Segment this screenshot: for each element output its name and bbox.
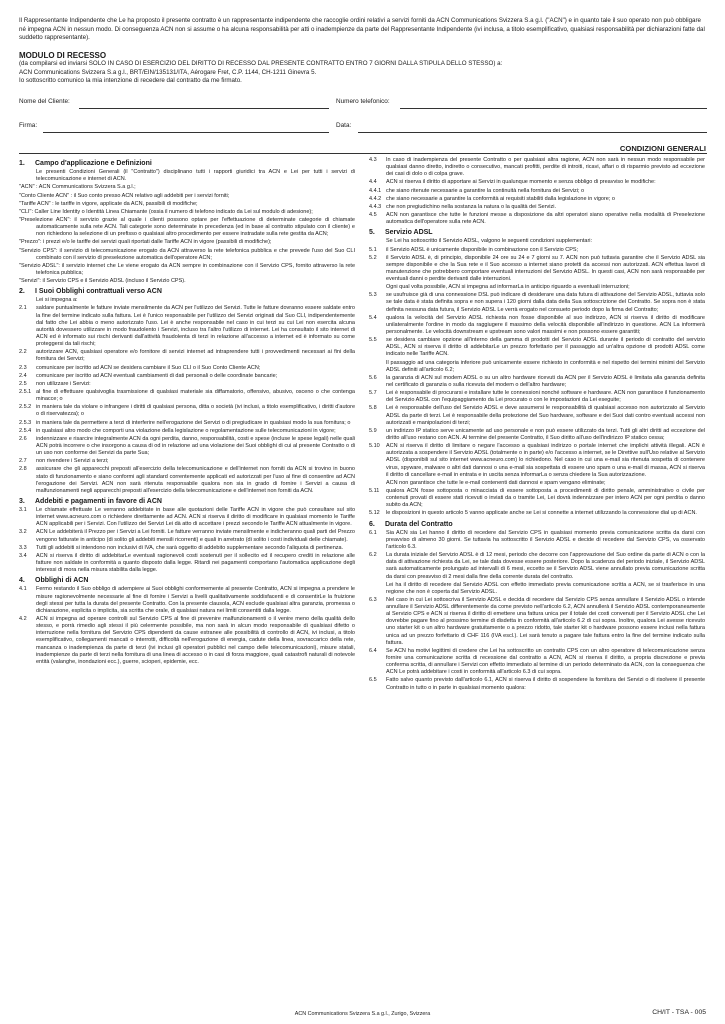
field-row-2: [19, 122, 707, 134]
modulo-recesso-body: [19, 60, 707, 86]
firma-line: [43, 132, 329, 133]
clause-item: 2.6 indennizzare e risarcire integralmente ACN da ogni perdita, danno, responsabilità, costi e spese (incluse le spese legali) nelle quali ACN potrà incorrere o che insorgono a causa di od in relazione ad una violazione dei Suoi obblighi di cui al presente Contratto o di un uso non conforme dei Servizi da parte Sua;: [19, 435, 355, 457]
clause-item: 2.5.1 al fine di effettuare qualsivoglia trasmissione di qualsiasi materiale sia diffamatorio, offensivo, abusivo, osceno o che contenga minacce; o: [19, 388, 355, 403]
clause-item: 5.10 ACN si riserva il diritto di limitare o negare l'accesso a qualsiasi indirizzo o portale internet che implichi attività illegali. ACN è autorizzata a sospendere il Servizio ADSL (totalmente o in parte) e/o l'accesso a internet, se le Direttive sull'Uso relative al Servizio ADSL (disponibili sul sito internet www.acneuro.com) lo richiedono. Nel caso in cui una e-mail sia ritenuta sospetta di contenere virus, spyware, malware o altri dati dannosi o una e-mail sia sospettata di essere uno spam o una e-mail di massa, ACN si riserva il diritto di cancellare e-mail in entrata e in uscita senza informarLa o senza chiedere la Sua autorizzazione.: [369, 443, 705, 478]
clause-item: 6.3 Nel caso in cui Lei sottoscriva il Servizio ADSL e decida di recedere dal Servizio CPS senza annullare il Servizio ADSL o intende annullare il Servizio ADSL differentemente da come previsto nell'articolo 6.2, ACN annullerà il Servizio ADSL contemporaneamente al Servizio CPS e ACN si riserva il diritto di emettere una fattura unica per il totale dei costi convenuti per il Servizio ADSL che Lei dovrebbe pagare fino al prossimo termine di disdetta in conformità all'articolo 6.2 di cui sopra. Inoltre, qualora Lei avesse ricevuto uno starter kit o un altro hardware gratuitamente o a prezzo ridotto, tale starter kit o hardware possono essere inclusi nella fattura unica ad un prezzo forfettario di CHF 116 (IVA escl.). Lei sarà tenuto a pagare tale fattura entro la fine del termine indicato sulla fattura.: [369, 596, 705, 646]
clause-item: 5.4 qualora la velocità del Servizio ADSL richiesta non fosse disponibile al suo indirizzo, ACN si riserva il diritto di modificare unilateralmente l'ordine in modo da raggiugere il massimo della velocità disponibile all'indirizzo in questione. ACN La informerà personalmente. Le velocità downstream e upstream sono valori massimi e non possono essere garantiti;: [369, 314, 705, 336]
clause-item: 3.3 Tutti gli addebiti si intendono non inclusivi di IVA, che sarà oggetto di addebito supplementare secondo l'aliquota di pertinenza.: [19, 544, 344, 551]
nome-cliente-field[interactable]: [19, 98, 329, 110]
firma-field[interactable]: [19, 122, 329, 134]
clause-item: 4.3 In caso di inadempienza del presente Contratto o per qualsiasi altra ragione, ACN non sarà in nessun modo responsabile per qualsiasi danno diretto, indiretto o consecutivo, mancati profitti, perdite di introiti, ricavi, affari o di risparmio previsto ad eccezione dei casi di dolo o di colpa grave.: [369, 157, 705, 178]
nome-cliente-label: Nome del Cliente:: [19, 98, 70, 105]
clause-item: 2.7 non rivendere i Servizi a terzi;: [19, 458, 109, 465]
clause-item: 4.5 ACN non garantisce che tutte le funzioni messe a disposizione da altri operatori siano operative nella modalità di Preselezione automatica dell'operatore sulla rete ACN.: [369, 211, 705, 226]
condizioni-generali-title: CONDIZIONI GENERALI: [619, 144, 706, 153]
modulo-line: ACN Communications Svizzera S.a g.l., BRT/EIN/135131/ITA, Aérogare Fret, C.P. 1144, CH-1211 Ginevra 5.: [19, 68, 317, 76]
clause-item: 5.7 Lei è responsabile di procurarsi e installare tutte le connessioni nonché software e hardware. ACN non garantisce il funzionamento del Servizio ADSL con l'equipaggiamento da Lei procurato o con le impostazioni da Lei eseguite;: [369, 390, 705, 404]
clause-item: 4.1 Fermo restando il Suo obbligo di adempiere ai Suoi obblighi conformemente al presente Contratto, ACN si impegna a prendere le misure ragionevolmente necessarie al fine di fornire i Servizi a livelli qualitativamente soddisfacenti e di consentirLe la fruizione degli stessi per tutta la durata del presente Contratto. Con la presente clausola, ACN esclude qualsiasi altra garanzia, promessa o dichiarazione, esplicita o implicita, sia scritta che orale, di qualsiasi natura nei limiti consentiti dalla legge.: [19, 586, 355, 614]
clause-item: 2.5.2 in maniera tale da violare o infrangere i diritti di qualsiasi persona, ditta o società (ivi inclusi, a titolo esemplificativo, i diritti d'autore o di riservatezza); o: [19, 404, 355, 418]
section-heading-6: 6. Durata del Contratto: [369, 520, 453, 528]
left-column: [19, 157, 355, 1009]
clause-item: 5.2 il Servizio ADSL è, di principio, disponibile 24 ore su 24 e 7 giorni su 7. ACN non può tuttavia garantire che il Servizio ADSL sia sempre disponibile e che la Sua rete e il Suo accesso a internet siano protetti da accessi non autorizzati. ACN effettua lavori di manutenzione che potrebbero comportare eventuali interruzioni del Servizio ADSL. In questi casi, ACN non sarà responsabile per eventuali danni o perdite derivanti dalle interruzioni.: [369, 254, 705, 283]
clause-item: 2.5.4 in qualsiasi altro modo che comporti una violazione della legislazione o regolamentazione sulle telecomunicazioni in vigore;: [19, 427, 336, 434]
clause-item: 2.4 comunicare per iscritto ad ACN eventuali cambiamenti di dati personali o delle coordinate bancarie;: [19, 372, 278, 379]
clause-item: 5.3 se usufruisce già di una connessione DSL può indicare di desiderare una data futura di attivazione del Servizio ADSL, tuttavia solo se tale data è stata definita sopra e non supera i 120 giorni dalla data della Sua sottoscrizione del Contratto. Se sopra non è stata definita nessuna data futura, il Servizio ADSL Le verrà erogato nel consueto periodo dopo la firma del Contratto;: [369, 292, 705, 313]
definition: "Servizio ADSL": il servizio internet che Le viene erogato da ACN sempre in combinazione con il Servizio CPS, fornito attraverso la rete telefonica pubblica;: [19, 262, 355, 276]
numero-telefonico-line: [400, 108, 707, 109]
definition: "Servizi": il Servizio CPS e il Servizio ADSL (incluso il Servizio CPS).: [19, 278, 186, 285]
nome-cliente-line: [79, 108, 329, 109]
footer-document-code: CH/IT - TSA - 005: [652, 1009, 706, 1016]
data-label: Data:: [336, 122, 352, 129]
clause-item: 2.5.3 in maniera tale da permettere a terzi di interferire nell'erogazione dei Servizi o di pregiudicare in qualsiasi modo la sua fornitura; o: [19, 419, 351, 426]
section-2-intro: Lei si impegna a:: [36, 297, 78, 304]
clause-extra: Lei ha il diritto di recedere dal Servizio ADSL con effetto immediato previa comunicazione scritta a ACN, se si trasferisce in una regione che non è coperta dal Servizio ADSL.: [386, 581, 705, 595]
clause-item: 5.1 il Servizio ADSL è unicamente disponibile in combinazione con il Servizio CPS;: [369, 246, 579, 253]
clause-item: 5.9 un indirizzo IP statico serve unicamente ad uso personale e non può essere utilizzato da terzi. Tutti gli altri diritti ad eccezione del diritto all'uso restano con ACN. Al termine del presente Contratto, il Suo diritto all'uso dell'indirizzo IP statico cessa;: [369, 427, 705, 442]
clause-extra: ACN non garantisce che tutte le e-mail contenenti dati dannosi e spam vengano eliminate;: [386, 479, 606, 486]
numero-telefonico-field[interactable]: [336, 98, 707, 110]
clause-item: 3.4 ACN si riserva il diritto di addebitarLe eventuali ragionevoli costi sostenuti per il sollecito ed il recupero crediti in relazione alle fatture non saldate in conformità a quanto disposto dalla legge. Ritardi nei pagamenti comportano l'automatica applicazione degli interessi di mora nella misura stabilita dalla legge.: [19, 552, 355, 574]
clause-item: 2.3 comunicare per iscritto ad ACN se desidera cambiare il Suo CLI o il Suo Conto Cliente ACN;: [19, 364, 261, 371]
clause-item: 5.11 qualora ACN fosse sottoposta o minacciata di essere sottoposta a procedimenti di diritto penale, amministrativo o civile per contenuti provati di essere stati ricevuti o inviati da o tramite Lei, Lei dovrà indennizzare per intero ACN per ogni perdita o danno subito da ACN;: [369, 488, 705, 509]
modulo-recesso-title: MODULO DI RECESSO: [19, 51, 107, 60]
clause-extra: Ogni qual volta possibile, ACN si impegna ad informarLa in anticipo riguardo a eventuali interruzioni;: [386, 284, 630, 291]
clause-item: 2.5 non utilizzare i Servizi:: [19, 380, 91, 387]
clause-item: 6.5 Fatto salvo quanto previsto dall'articolo 6.1, ACN si riserva il diritto di sospendere la fornitura dei Servizi o di risolvere il presente Contratto in tutto o in parte in qualsiasi momento qualora:: [369, 677, 705, 691]
definition: "CLI": Caller Line Identity o Identità Linea Chiamante (ossia il numero di telefono indicato da Lei sul modulo di adesione);: [19, 208, 313, 215]
section-heading-5: 5. Servizio ADSL: [369, 229, 433, 237]
numero-telefonico-label: Numero telefonico:: [336, 98, 390, 105]
data-field[interactable]: [336, 122, 707, 134]
definition: "Tariffe ACN" : le tariffe in vigore, applicate da ACN, passibili di modifiche;: [19, 200, 198, 207]
section-heading-4: 4. Obblighi di ACN: [19, 577, 89, 585]
clause-item: 5.5 se desidera cambiare opzione all'interno della gamma di prodotti del Servizio ADSL durante il periodo di contratto del servizio ADSL, ACN si riserva il diritto di addebitarLe un prezzo forfettario per il passaggio ad un'altra opzione di prodotti ADSL come indicato nelle Tariffe ACN.: [369, 337, 705, 358]
clause-item: 5.12 le disposizioni in questo articolo 5 vanno applicate anche se Lei si connette a internet utilizzando la connessione dial up di ACN.: [369, 510, 697, 517]
section-heading-2: 2. I Suoi Obblighi contrattuali verso ACN: [19, 288, 162, 296]
clause-item: 4.4.2 che siano necessarie a garantire la conformità ai requisiti stabiliti dalla legislazione in vigore; o: [369, 195, 615, 202]
clause-item: 6.4 Se ACN ha motivi legittimi di credere che Lei ha sottoscritto un contratto CPS con un altro operatore di telecomunicazione senza fornire una comunicazione scritta di recessione dal contratto a ACN, ACN si riserva il diritto, a propria discrezione e previa conferma scritta, di annullare i Servizi con effetto immediato al termine di un periodo determinato da ACN, con la conseguenza che ACN Le potrà addebitare i costi in conformità all'articolo 6.3 di cui sopra.: [369, 647, 705, 676]
clause-item: 4.2 ACN si impegna ad operare controlli sul Servizio CPS al fine di prevenire malfunzionamenti o il venire meno della qualità dello stesso, e porrà rimedio agli stessi il più celermente possibile, ma non sarà in alcun modo responsabile di qualsiasi difetto o interruzione nella fornitura del Servizio CPS dipendenti da cause estranee alle possibilità di controllo di ACN, ivi inclusi, a titolo esemplificativo, collegamenti mancati o interrotti, difficoltà nell'erogazione di energia, cadute della linea, sovraccarico della rete, mancanza o inadempienza da parte di terzi (ivi inclusi gli operatori pubblici nel campo delle telecomunicazioni), misure statali, inadempienze da parte di terzi nella fornitura di una linea di accesso o in casi di forza maggiore, quali catastrofi naturali di notevole entità (valanghe, inondazioni ecc.), guerre, scioperi, epidemie, ecc.: [19, 615, 355, 665]
clause-item: 6.1 Sia ACN sia Lei hanno il diritto di recedere dal Servizio CPS in qualsiasi momento previa comunicazione scritta da darsi con preavviso di almeno 30 giorni. Se tuttavia ha sottoscritto il Servizio ADSL e decide di recedere dal Servizio CPS, va osservato l'articolo 6.3.: [369, 529, 705, 550]
right-column: [369, 157, 705, 1009]
modulo-line: (da compilarsi ed inviarsi SOLO IN CASO DI ESERCIZIO DEL DIRITTO DI RECESSO DAL PRESENTE CONTRATTO ENTRO 7 GIORNI DALLA STIPULA DELLO STESSO) a:: [19, 60, 503, 67]
clause-item: 3.2 ACN Le addebiterà il Prezzo per i Servizi a Lei forniti. Le fatture verranno inviate mensilmente e indicheranno quali parti del Prezzo vengono fatturate in anticipo (di solito gli addebiti mensili ricorrenti) e quali in arretrato (di solito i costi individuali delle chiamate).: [19, 529, 355, 543]
modulo-line: Io sottoscritto comunico la mia intenzione di recedere dal contratto da me firmato.: [19, 77, 242, 85]
section-heading-1: 1. Campo d'applicazione e Definizioni: [19, 160, 152, 167]
definition: "ACN" : ACN Communications Svizzera S.a g.l.;: [19, 184, 136, 191]
clause-item: 2.2 autorizzare ACN, qualsiasi operatore e/o fornitore di servizi internet ad intraprendere tutti i provvedimenti necessari ai fini della fornitura dei Servizi;: [19, 349, 355, 363]
data-line: [358, 132, 707, 133]
section-1-intro: Le presenti Condizioni Generali (il "Contratto") disciplinano tutti i rapporti giuridici tra ACN e Lei per tutti i servizi di telecomunicazione e internet di ACN.: [36, 169, 355, 183]
clause-item: 3.1 Le chiamate effettuate Le verranno addebitate in base alle quotazioni delle Tariffe ACN in vigore che può consultare sul sito internet www.acneuro.com o richiedere direttamente ad ACN. ACN si riserva il diritto di modificare in qualsiasi momento le Tariffe ACN applicabili per i Servizi. Con l'utilizzo dei Servizi Lei dà atto di accettare i prezzi secondo le Tariffe ACN attualmente in vigore.: [19, 507, 355, 528]
clause-item: 2.8 assicurare che gli apparecchi preposti all'esercizio della telecomunicazione e dell'internet non forniti da ACN si trovino in buono stato di funzionamento e siano conformi agli standard correntemente applicati ed autorizzati per l'uso al fine di consentire ad ACN l'erogazione dei Servizi. ACN non sarà ritenuta responsabile qualora non sia in grado di fornire i Servizi a causa di malfunzionamenti negli apparecchi preposti all'esercizio della telecomunicazione e dell'internet non forniti da ACN.: [19, 466, 355, 494]
firma-label: Firma:: [19, 122, 38, 129]
clause-item: 4.4 ACN si riserva il diritto di apportare ai Servizi in qualunque momento e senza obbligo di preavviso le modifiche:: [369, 179, 656, 186]
clause-item: 4.4.1 che siano ritenute necessarie a garantire la continuità nella fornitura dei Servizi; o: [369, 187, 585, 194]
intro-paragraph: Il Rappresentante Indipendente che Le ha proposto il presente contratto è un rappresentante indipendente che raccoglie ordini relativi a servizi forniti da ACN Communications Svizzera S.a g.l. ("ACN") e in quanto tale il suo operato non può obbligare né impegna ACN in nessun modo. Di conseguenza ACN non si assume o ha alcuna responsabilità per atti o inadempienze da parte del Rappresentante Indipendente (ivi inclusa, a titolo esemplificativo, qualsiasi responsabilità per dichiarazioni fatte dal suddetto rappresentante).: [19, 17, 705, 42]
footer-company: ACN Communications Svizzera S.a g.l., Zurigo, Svizzera: [294, 1011, 431, 1017]
section-heading-3: 3. Addebiti e pagamenti in favore di ACN: [19, 497, 162, 505]
section-5-intro: Se Lei ha sottoscritto il Servizio ADSL, valgono le seguenti condizioni supplementari:: [386, 238, 593, 245]
field-row-1: [19, 98, 707, 110]
clause-item: 5.8 Lei è responsabile dell'uso del Servizio ADSL e deve assumersi le responsabilità di qualsiasi accesso non autorizzato al Servizio ADSL da parte di terzi. Lei è responsabile della protezione del Suo hardware, software e dei Suoi dati contro eventuali accessi non autorizzati e manipolazioni di terzi;: [369, 405, 705, 426]
clause-item: 5.6 la garanzia di ACN sul modem ADSL o su un altro hardware ricevuti da ACN per il Servizio ADSL è limitata alla garanzia definita nel certificato di garanzia o sulla ricevuta del modem o dell'altro hardware;: [369, 374, 705, 389]
clause-extra: Il passaggio ad una categoria inferiore può unicamente essere richiesto in conformità e nel rispetto dei termini minimi del Servizio ADSL definiti all'articolo 6.2;: [386, 359, 705, 373]
clause-item: 4.4.3 che non pregiudichino nella sostanza la natura o la qualità dei Servizi.: [369, 203, 556, 210]
definition: "Prezzo": i prezzi e/o le tariffe dei servizi quali riportati dalle Tariffe ACN in vigore (passibili di modifiche);: [19, 239, 272, 246]
definition: "Preselezione ACN": il servizio grazie al quale i clienti possono optare per l'effettuazione di determinate categorie di chiamate automaticamente sulla rete ACN. Tali categorie sono determinate in precedenza (ed in base al contratto stipulato con il cliente) e non richiedono la selezione di un prefisso o qualsiasi altro procedimento per essere instradate sulla rete gestita da ACN;: [19, 216, 355, 238]
divider: [19, 153, 707, 154]
clause-item: 2.1 saldare puntualmente le fatture inviate mensilmente da ACN per l'utilizzo dei Servizi. Tutte le fatture dovranno essere saldate entro la fine del termine indicato sulla fattura. Lei è l'unico responsabile per l'utilizzo dei Servizi originati dal Suo CLI, indipendentemente dal fatto che Lei abbia o meno autorizzato l'uso. Lei è anche responsabile nel caso in cui terzi su cui Lei non esercita alcuna autorità dovessero utilizzare in modo fraudolento i Servizi, incluso tra l'altro l'utilizzo di internet. Lei ha consultato il sito internet di ACN ed è informato sui rischi derivanti dall'attività fraudolenta di terzi in relazione all'accesso a internet ed è informato su come proteggersi da tali rischi;: [19, 305, 355, 348]
definition: "Servizio CPS": il servizio di telecomunicazione erogato da ACN attraverso la rete telefonica pubblica e che prevede l'uso del Suo CLI combinato con il servizio di preselezione automatica dell'operatore ACN;: [19, 247, 355, 261]
clause-item: 6.2 La durata iniziale del Servizio ADSL è di 12 mesi, periodo che decorre con l'approvazione del Suo ordine da parte di ACN o con la data di attivazione richiesta da Lei, se tale data dovesse essere posteriore. Dopo la scadenza del periodo iniziale, il Servizio ADSL sarà automaticamente prolungato ad intervalli di 6 mesi, eccetto se il Servizio ADSL viene annullato previa comunicazione scritta da darsi con preavviso di 2 mesi dalla fine della corrente durata del contratto.: [369, 552, 705, 580]
definition: "Conto Cliente ACN" : il Suo conto presso ACN relativo agli addebiti per i servizi forniti;: [19, 192, 230, 199]
